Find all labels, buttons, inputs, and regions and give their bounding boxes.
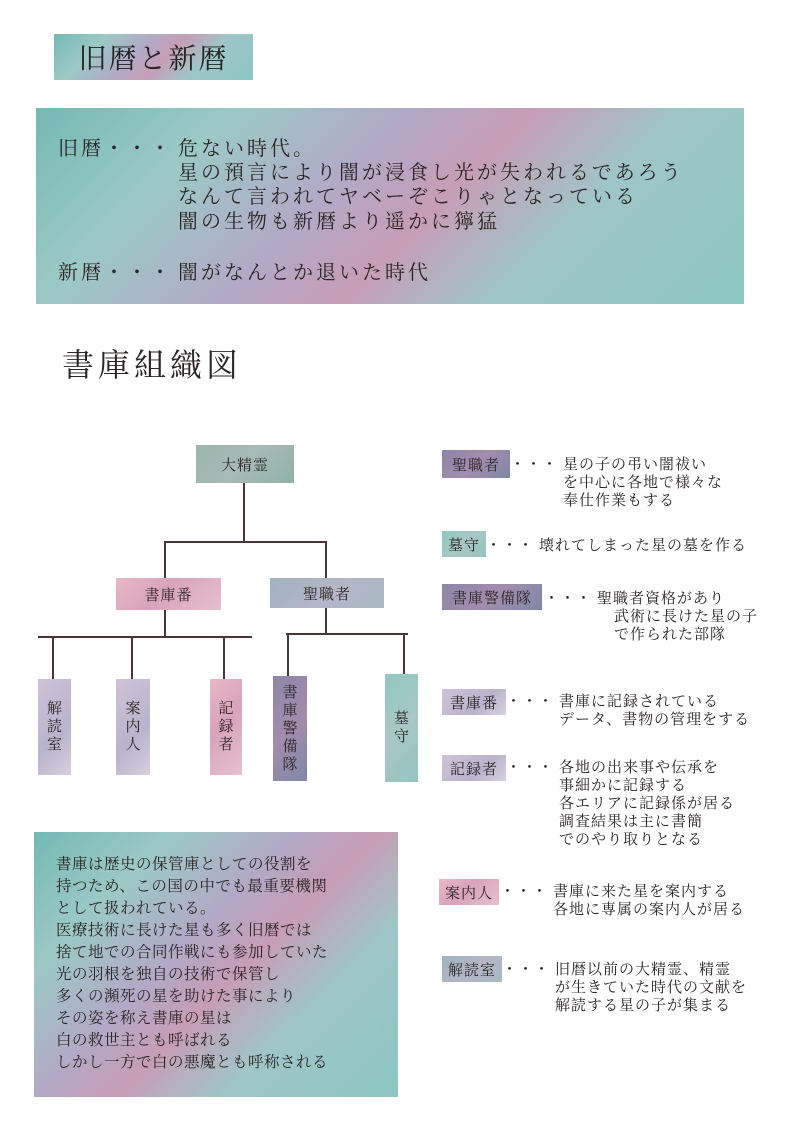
calendar-panel <box>36 108 744 304</box>
connector-to-annainin <box>131 636 133 680</box>
role-desc-kaidokushitsu-3: 解読する星の子が集まる <box>555 996 732 1014</box>
role-tag-annainin: 案内人 <box>439 879 499 905</box>
org-node-kirokusha: 記録者 <box>210 679 242 775</box>
new-calendar-label: 新暦・・・ <box>58 260 173 284</box>
connector-to-keibitai <box>287 633 289 677</box>
role-desc-kirokusha-1: 各地の出来事や伝承を <box>559 758 720 776</box>
role-desc-keibitai-2: 武術に長けた星の子 <box>614 607 759 625</box>
lore-line: 光の羽根を独自の技術で保管し <box>56 965 281 983</box>
role-tag-kaidokushitsu: 解読室 <box>442 956 502 982</box>
org-node-hakamori: 墓守 <box>385 674 418 782</box>
connector-to-kirokusha <box>223 636 225 680</box>
role-dots-annainin: ・・・ <box>500 882 549 900</box>
role-desc-annainin-1: 書庫に来た星を案内する <box>553 882 730 900</box>
role-desc-seishokusha-3: 奉仕作業もする <box>563 491 676 509</box>
role-desc-kirokusha-2: 事細かに記録する <box>559 776 688 794</box>
connector-to-shoko-ban <box>164 541 166 579</box>
lore-line: 書庫は歴史の保管庫としての役割を <box>56 855 313 873</box>
connector-seishokusha-down <box>325 608 327 634</box>
page-title-box <box>54 34 253 80</box>
role-tag-shoko-ban: 書庫番 <box>442 689 506 715</box>
role-tag-hakamori: 墓守 <box>442 531 486 557</box>
role-desc-seishokusha-1: 星の子の弔い闇祓い <box>563 455 708 473</box>
lore-panel <box>34 832 398 1097</box>
role-desc-keibitai-1: 聖職者資格があり <box>597 589 726 607</box>
role-desc-keibitai-3: で作られた部隊 <box>614 625 727 643</box>
lore-line: として扱われている。 <box>56 899 217 917</box>
org-node-keibitai: 書庫警備隊 <box>273 676 307 781</box>
lore-line: 捨て地での合同作戦にも参加していた <box>56 943 329 961</box>
org-chart-title: 書庫組織図 <box>62 346 243 384</box>
old-calendar-line-2: 星の預言により闇が浸食し光が失われるであろう <box>178 160 684 184</box>
role-desc-shoko-ban-1: 書庫に記録されている <box>559 692 720 710</box>
lore-line: しかし一方で白の悪魔とも呼称される <box>56 1053 329 1071</box>
role-desc-seishokusha-2: を中心に各地で様々な <box>563 473 724 491</box>
connector-to-kaidokushitsu <box>52 636 54 680</box>
role-tag-keibitai: 書庫警備隊 <box>442 584 542 610</box>
org-node-kaidokushitsu: 解読室 <box>38 679 71 775</box>
old-calendar-line-4: 闇の生物も新暦より遥かに獰猛 <box>178 209 500 233</box>
role-tag-seishokusha: 聖職者 <box>442 450 510 478</box>
connector-shoko-ban-down <box>164 609 166 637</box>
old-calendar-line-3: なんて言われてヤベーぞこりゃとなっている <box>178 184 638 208</box>
role-dots-shoko-ban: ・・・ <box>506 692 555 710</box>
role-desc-shoko-ban-2: データ、書物の管理をする <box>559 710 751 728</box>
connector-right-bar <box>286 633 408 635</box>
org-node-shoko-ban: 書庫番 <box>116 578 221 610</box>
role-desc-kirokusha-3: 各エリアに記録係が居る <box>559 794 736 812</box>
page-title: 旧暦と新暦 <box>78 42 229 75</box>
lore-line: 白の救世主とも呼ばれる <box>56 1031 233 1049</box>
role-desc-kirokusha-4: 調査結果は主に書簡 <box>559 812 704 830</box>
role-desc-kaidokushitsu-1: 旧暦以前の大精霊、精霊 <box>555 960 732 978</box>
lore-line: 多くの瀕死の星を助けた事により <box>56 987 297 1005</box>
role-desc-annainin-2: 各地に専属の案内人が居る <box>553 900 746 918</box>
connector-mid-bar <box>164 541 326 543</box>
role-dots-kirokusha: ・・・ <box>506 758 555 776</box>
connector-top <box>243 482 245 542</box>
role-dots-seishokusha: ・・・ <box>510 455 559 473</box>
lore-line: その姿を称え書庫の星は <box>56 1009 233 1027</box>
lore-line: 持つため、この国の中でも最重要機関 <box>56 877 328 895</box>
connector-left-bar <box>38 636 252 638</box>
role-dots-keibitai: ・・・ <box>544 589 593 607</box>
org-node-daiseirei: 大精霊 <box>196 445 294 483</box>
connector-to-hakamori <box>403 633 405 677</box>
role-desc-kaidokushitsu-2: が生きていた時代の文献を <box>555 978 748 996</box>
role-dots-kaidokushitsu: ・・・ <box>502 960 551 978</box>
old-calendar-label: 旧暦・・・ <box>58 136 173 160</box>
new-calendar-line: 闇がなんとか退いた時代 <box>178 260 431 284</box>
org-node-annainin: 案内人 <box>116 679 150 775</box>
org-node-seishokusha: 聖職者 <box>270 578 384 608</box>
role-tag-kirokusha: 記録者 <box>442 755 506 781</box>
connector-to-seishokusha <box>325 541 327 579</box>
old-calendar-line-1: 危ない時代。 <box>178 136 316 160</box>
role-dots-hakamori: ・・・ <box>486 536 535 554</box>
role-desc-kirokusha-5: でのやり取りとなる <box>559 830 704 848</box>
role-desc-hakamori-1: 壊れてしまった星の墓を作る <box>539 536 748 554</box>
lore-line: 医療技術に長けた星も多く旧暦では <box>56 921 313 939</box>
